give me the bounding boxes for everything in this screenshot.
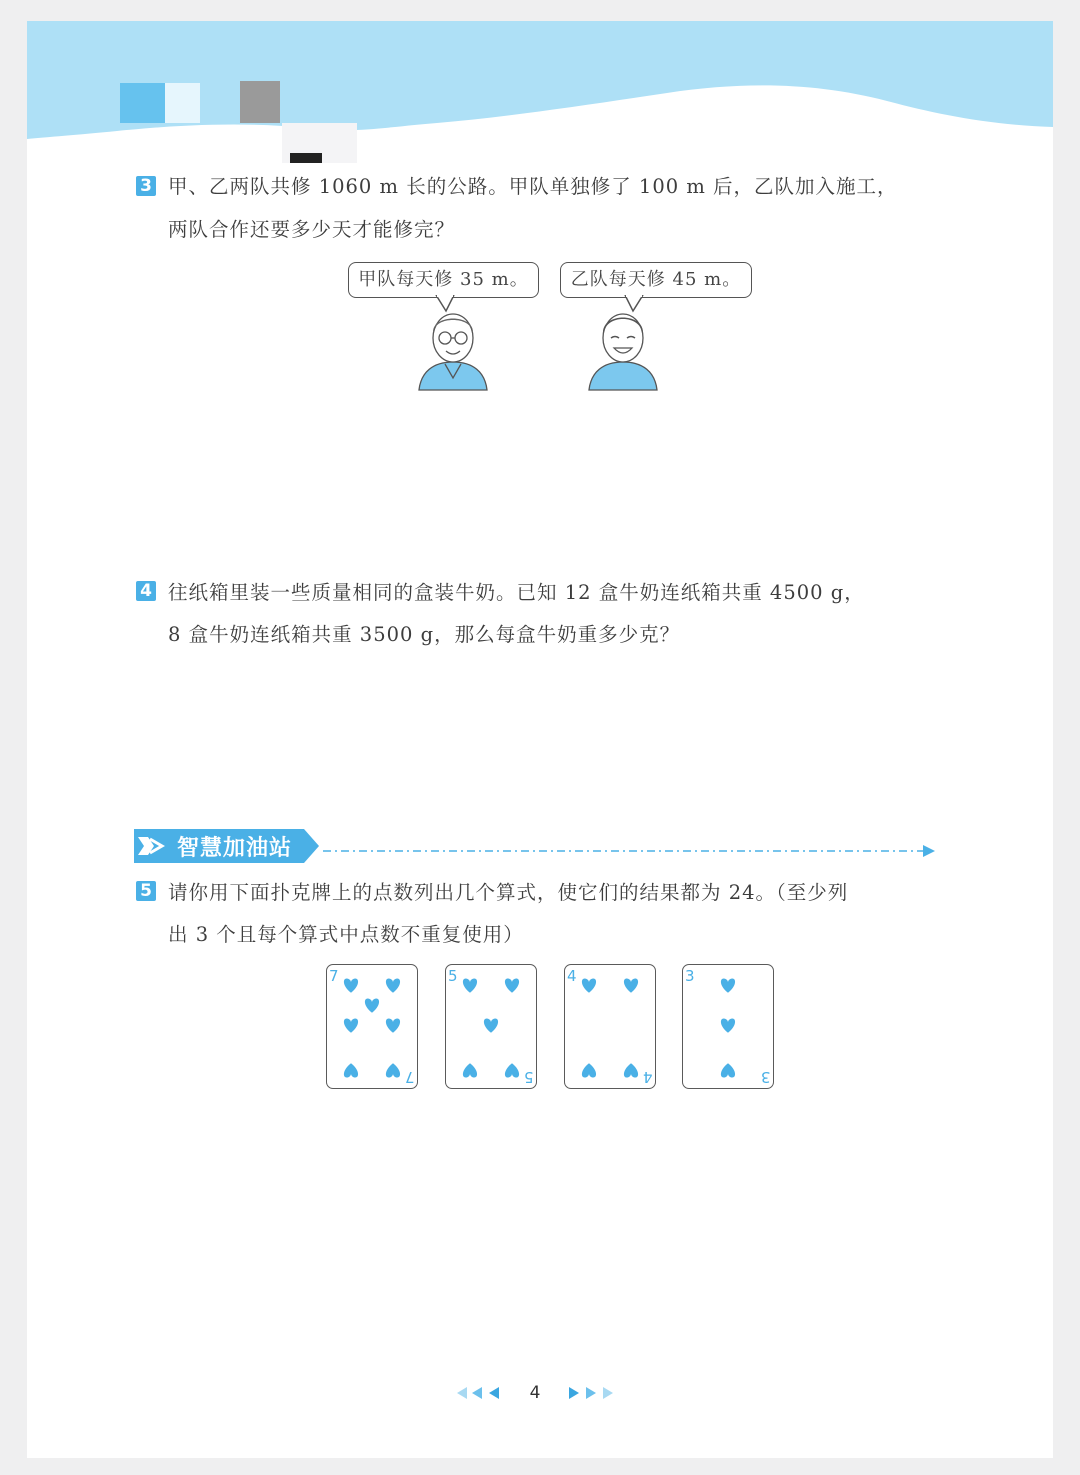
heart-pips [327,965,417,1088]
playing-card [682,964,774,1089]
heart-icon [505,1063,519,1077]
heart-icon [624,1063,638,1077]
smiling-man-icon [583,302,663,392]
heart-pips [446,965,536,1088]
heart-icon [624,978,638,992]
dash-dot-arrow-divider [323,845,938,857]
blurred-title-block [240,81,280,123]
card-rank: 3 [685,967,695,985]
card-rank: 4 [567,967,577,985]
playing-card [326,964,418,1089]
heart-icon [505,978,519,992]
card-rank: 7 [405,1068,415,1086]
heart-icon [344,1018,358,1032]
question-number-badge: 5 [136,881,156,901]
question-number-badge: 3 [136,176,156,196]
heart-icon [365,998,379,1012]
heart-icon [582,978,596,992]
question-text: 两队合作还要多少天才能修完？ [168,218,456,241]
playing-card [445,964,537,1089]
question-text: 甲、乙两队共修 1060 m 长的公路。甲队单独修了 100 m 后，乙队加入施工， [168,175,898,198]
question-text: 8 盒牛奶连纸箱共重 3500 g，那么每盒牛奶重多少克？ [168,623,681,646]
triple-left-arrow-icon [457,1387,499,1399]
heart-icon [721,1018,735,1032]
card-rank: 5 [448,967,458,985]
card-rank: 3 [761,1068,771,1086]
card-rank: 7 [329,967,339,985]
heart-icon [582,1063,596,1077]
worksheet-page [27,21,1053,1458]
heart-icon [344,978,358,992]
speech-bubble: 乙队每天修 45 m。 [560,262,752,298]
heart-icon [721,978,735,992]
heart-icon [386,1063,400,1077]
blurred-title-block [165,83,200,123]
question-text: 往纸箱里装一些质量相同的盒装牛奶。已知 12 盒牛奶连纸箱共重 4500 g， [168,581,865,604]
question-text: 请你用下面扑克牌上的点数列出几个算式，使它们的结果都为 24。（至少列 [168,881,849,904]
heart-icon [463,1063,477,1077]
triple-right-arrow-icon [569,1387,613,1399]
blurred-title-block [290,153,322,163]
question-number-badge: 4 [136,581,156,601]
heart-icon [484,1018,498,1032]
heart-icon [463,978,477,992]
heart-icon [386,1018,400,1032]
heart-pips [565,965,655,1088]
speech-bubble: 甲队每天修 35 m。 [348,262,539,298]
question-text: 出 3 个且每个算式中点数不重复使用） [168,923,524,946]
section-banner-label: 智慧加油站 [177,836,293,861]
card-rank: 4 [643,1068,653,1086]
playing-card [564,964,656,1089]
man-with-glasses-icon [413,302,493,392]
page-number: 4 [529,1383,541,1403]
heart-icon [386,978,400,992]
card-rank: 5 [524,1068,534,1086]
heart-pips [683,965,773,1088]
heart-icon [344,1063,358,1077]
heart-icon [721,1063,735,1077]
blurred-title-block [120,83,165,123]
